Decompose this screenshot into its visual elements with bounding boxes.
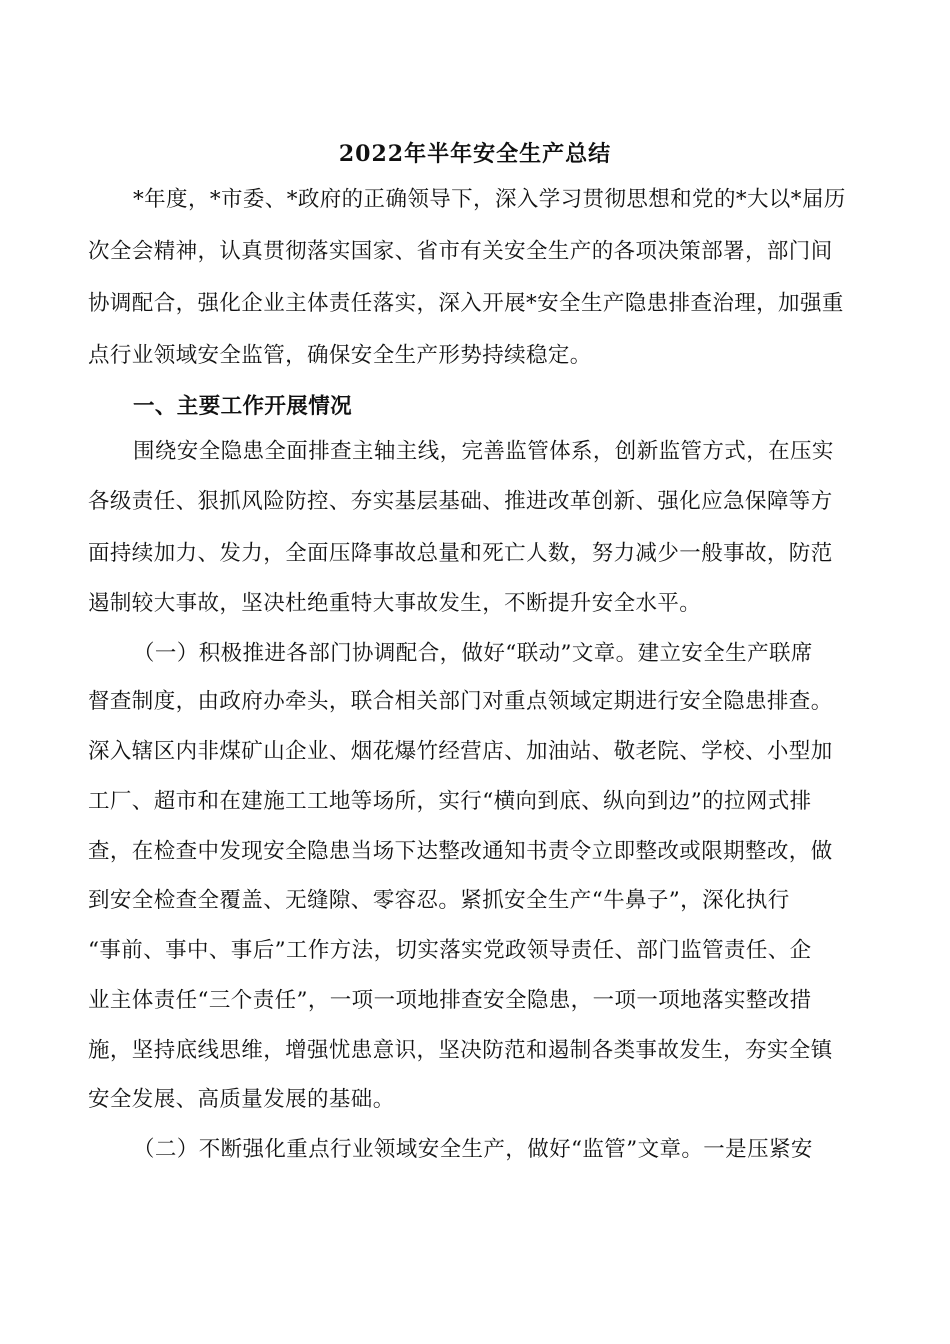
body-line: 遏制较大事故，坚决杜绝重特大事故发生，不断提升安全水平。 [88,591,702,616]
body-line: 次全会精神，认真贯彻落实国家、省市有关安全生产的各项决策部署，部门间 [88,239,833,264]
body-line: 督查制度，由政府办牵头，联合相关部门对重点领域定期进行安全隐患排查。 [88,689,833,714]
body-line: 业主体责任“三个责任”，一项一项地排查安全隐患，一项一项地落实整改措 [88,988,812,1013]
body-line: 深入辖区内非煤矿山企业、烟花爆竹经营店、加油站、敬老院、学校、小型加 [88,739,833,764]
body-line: 查，在检查中发现安全隐患当场下达整改通知书责令立即整改或限期整改，做 [88,839,833,864]
body-line: *年度，*市委、*政府的正确领导下，深入学习贯彻思想和党的*大以*届历 [133,187,846,212]
body-line: 各级责任、狠抓风险防控、夯实基层基础、推进改革创新、强化应急保障等方 [88,489,833,514]
body-line: （一）积极推进各部门协调配合，做好“联动”文章。建立安全生产联席 [133,641,813,666]
body-line: 面持续加力、发力，全面压降事故总量和死亡人数，努力减少一般事故，防范 [88,541,833,566]
body-line: 安全发展、高质量发展的基础。 [88,1087,395,1112]
document-title: 2022年半年安全生产总结 [338,141,612,167]
body-line: 到安全检查全覆盖、无缝隙、零容忍。紧抓安全生产“牛鼻子”，深化执行 [88,888,790,913]
body-line: 围绕安全隐患全面排查主轴主线，完善监管体系，创新监管方式，在压实 [133,439,834,464]
section-heading: 一、主要工作开展情况 [133,394,353,419]
body-line: 施，坚持底线思维，增强忧患意识，坚决防范和遏制各类事故发生，夯实全镇 [88,1038,833,1063]
body-line: “事前、事中、事后”工作方法，切实落实党政领导责任、部门监管责任、企 [88,938,812,963]
body-line: 工厂、超市和在建施工工地等场所，实行“横向到底、纵向到边”的拉网式排 [88,789,812,814]
body-line: 点行业领域安全监管，确保安全生产形势持续稳定。 [88,343,592,368]
body-line: 协调配合，强化企业主体责任落实，深入开展*安全生产隐患排查治理，加强重 [88,291,844,316]
body-line: （二）不断强化重点行业领域安全生产，做好“监管”文章。一是压紧安 [133,1137,813,1162]
